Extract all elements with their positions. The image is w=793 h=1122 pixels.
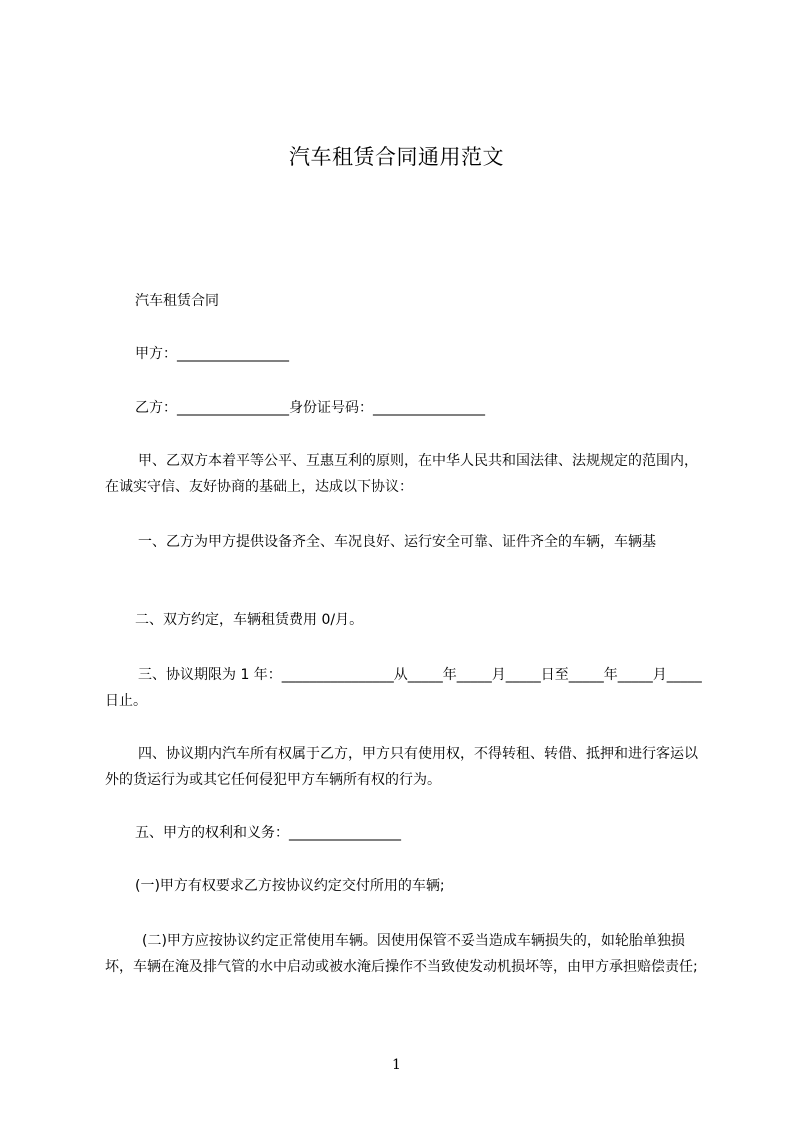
preamble-paragraph: 甲、乙双方本着平等公平、互惠互利的原则，在中华人民共和国法律、法规规定的范围内，在诚实守信、友好协商的基础上，达成以下协议： [105, 453, 698, 495]
page-number: 1 [392, 1057, 401, 1073]
clause-1-paragraph: 一、乙方为甲方提供设备齐全、车况良好、运行安全可靠、证件齐全的车辆，车辆基 [138, 534, 656, 550]
party-a-line: 甲方：________________ [135, 346, 289, 362]
contract-heading: 汽车租赁合同 [135, 293, 219, 309]
party-b-line: 乙方：________________身份证号码：________________ [135, 400, 485, 416]
document-title: 汽车租赁合同通用范文 [289, 145, 504, 169]
clause-3-paragraph: 三、协议期限为 1 年：________________从_____年_____月_____日至_____年_____月_____日止。 [105, 667, 702, 709]
clause-5-heading: 五、甲方的权利和义务：________________ [135, 825, 401, 841]
clause-5-item-2: (二)甲方应按协议约定正常使用车辆。因使用保管不妥当造成车辆损失的，如轮胎单独损坏，车辆在淹及排气管的水中启动或被水淹后操作不当致使发动机损坏等，由甲方承担赔偿责任; [105, 933, 698, 975]
clause-2-paragraph: 二、双方约定，车辆租赁费用 0/月。 [135, 612, 364, 628]
clause-4-paragraph: 四、协议期内汽车所有权属于乙方，甲方只有使用权，不得转租、转借、抵押和进行客运以外的货运行为或其它任何侵犯甲方车辆所有权的行为。 [105, 746, 698, 788]
clause-5-item-1: (一)甲方有权要求乙方按协议约定交付所用的车辆; [135, 878, 445, 894]
